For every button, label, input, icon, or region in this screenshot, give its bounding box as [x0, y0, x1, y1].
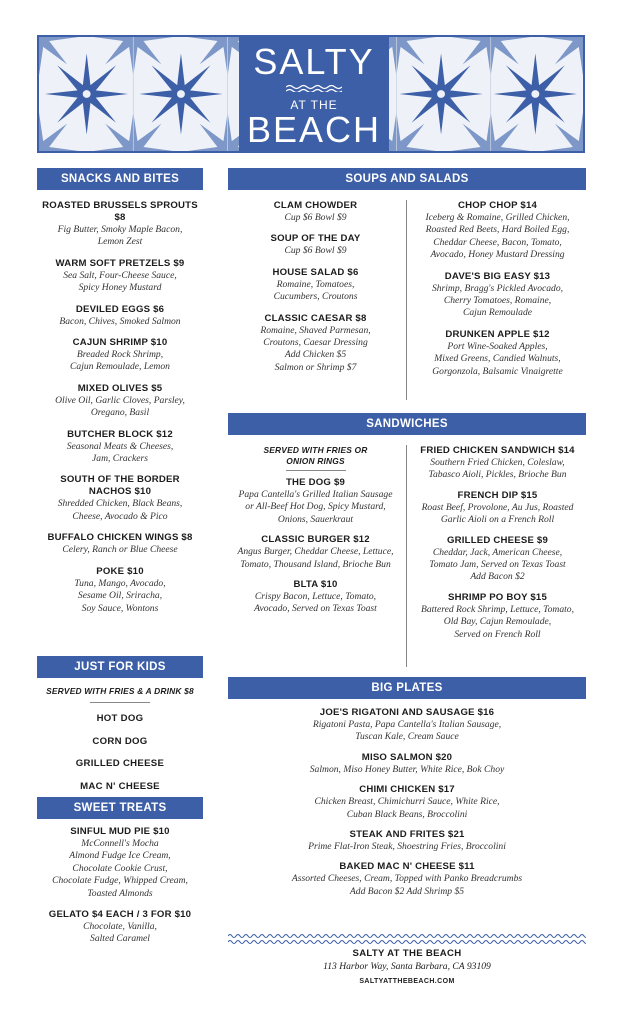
menu-item-description: Bacon, Chives, Smoked Salmon — [59, 315, 181, 327]
logo-line-1: SALTY — [253, 41, 375, 82]
menu-item-description: Sesame Oil, Sriracha, — [77, 590, 163, 602]
menu-item-name: WARM SOFT PRETZELS $9 — [55, 257, 185, 269]
menu-item-description: Served on French Roll — [454, 628, 541, 640]
menu-item-description: Cherry Tomatoes, Romaine, — [443, 295, 552, 307]
menu-item-name-cont: NACHOS $10 — [88, 486, 152, 498]
logo-line-3: BEACH — [246, 109, 382, 150]
menu-item-description: Cheese, Avocado & Pico — [72, 510, 168, 522]
column-divider — [406, 200, 407, 400]
menu-item-description: Shredded Chicken, Black Beans, — [57, 498, 183, 510]
menu-item-description: Cup $6 Bowl $9 — [284, 245, 347, 257]
menu-item-name: FRENCH DIP $15 — [457, 489, 538, 501]
footer-address: 113 Harbor Way, Santa Barbara, CA 93109 — [323, 961, 491, 972]
menu-item-name: BAKED MAC N' CHEESE $11 — [339, 861, 475, 873]
menu-item-name: BUFFALO CHICKEN WINGS $8 — [47, 532, 193, 544]
menu-item-description: Jam, Crackers — [92, 453, 148, 465]
sandwiches-left-list — [228, 445, 403, 624]
menu-item — [409, 200, 586, 262]
menu-item-description: Breaded Rock Shrimp, — [76, 349, 164, 361]
menu-item-description: Port Wine-Soaked Apples, — [447, 340, 548, 352]
menu-item — [228, 200, 403, 224]
sandwiches-note-2: ONION RINGS — [286, 456, 345, 466]
menu-item-description: Cucumbers, Croutons — [273, 291, 358, 303]
kids-list — [37, 686, 203, 803]
menu-item — [37, 566, 203, 615]
menu-item-description: Tabasco Aioli, Pickles, Brioche Bun — [428, 469, 567, 481]
menu-item — [228, 861, 586, 898]
footer — [228, 948, 586, 985]
menu-item-name: ROASTED BRUSSELS SPROUTS $8 — [42, 200, 198, 223]
menu-item — [228, 707, 586, 744]
menu-item-description: Salmon, Miso Honey Butter, White Rice, Bok Choy — [309, 763, 505, 775]
menu-item-description: Chicken Breast, Chimichurri Sauce, White Rice, — [314, 796, 500, 808]
menu-item-name: GELATO $4 EACH / 3 FOR $10 — [48, 909, 192, 921]
menu-item-description: Salted Caramel — [90, 933, 150, 945]
menu-item-description: Romaine, Tomatoes, — [276, 278, 355, 290]
sandwiches-note-1: SERVED WITH FRIES OR — [263, 445, 368, 455]
menu-item-name: MIXED OLIVES $5 — [77, 382, 163, 394]
logo — [239, 37, 389, 151]
menu-item-name: POKE $10 — [96, 565, 144, 577]
menu-item-description: Avocado, Honey Mustard Dressing — [430, 249, 565, 261]
menu-item — [37, 258, 203, 295]
logo-line-2: AT THE — [290, 98, 338, 112]
kids-item: MAC N' CHEESE — [80, 780, 160, 792]
menu-item — [228, 267, 403, 304]
menu-item-description: Cheddar Cheese, Bacon, Tomato, — [433, 236, 562, 248]
menu-item-description: Add Bacon $2 Add Shrimp $5 — [349, 885, 465, 897]
soups-left-list — [228, 200, 403, 383]
menu-item-description: Tuna, Mango, Avocado, — [74, 577, 166, 589]
menu-item — [409, 592, 586, 641]
menu-item-description: Toasted Almonds — [87, 887, 153, 899]
menu-item-description: Chocolate, Vanilla, — [83, 921, 157, 933]
section-header-kids: JUST FOR KIDS — [37, 656, 203, 678]
menu-item-description: Celery, Ranch or Blue Cheese — [62, 544, 178, 556]
menu-item — [409, 490, 586, 527]
menu-item-description: Tomato Jam, Served on Texas Toast — [429, 559, 566, 571]
menu-item — [37, 383, 203, 420]
footer-name: SALTY AT THE BEACH — [352, 948, 462, 959]
menu-item-description: Gorgonzola, Balsamic Vinaigrette — [432, 365, 563, 377]
menu-item-description: Soy Sauce, Wontons — [81, 602, 159, 614]
section-header-snacks: SNACKS AND BITES — [37, 168, 203, 190]
column-divider — [406, 445, 407, 667]
footer-website[interactable]: SALTYATTHEBEACH.COM — [359, 978, 455, 985]
menu-item-description: or All-Beef Hot Dog, Spicy Mustard, — [245, 501, 386, 513]
menu-item — [37, 429, 203, 466]
menu-item — [37, 337, 203, 374]
section-header-sandwiches: SANDWICHES — [228, 413, 586, 435]
menu-item-description: Sea Salt, Four-Cheese Sauce, — [63, 269, 177, 281]
menu-item-description: Garlic Aioli on a French Roll — [440, 514, 555, 526]
menu-item-description: Chocolate Fudge, Whipped Cream, — [52, 875, 188, 887]
menu-item — [37, 304, 203, 328]
menu-item-description: Croutons, Caesar Dressing — [263, 337, 368, 349]
wave-divider-icon — [228, 933, 586, 945]
menu-item-name: BLTA $10 — [293, 579, 338, 591]
menu-item-name: SOUP OF THE DAY — [270, 233, 361, 245]
menu-item — [228, 579, 403, 616]
kids-note: SERVED WITH FRIES & A DRINK $8 — [46, 686, 194, 696]
menu-item-description: Seasonal Meats & Cheeses, — [66, 440, 174, 452]
menu-item-description: Assorted Cheeses, Cream, Topped with Panko Breadcrumbs — [291, 873, 523, 885]
soups-right-list — [409, 200, 586, 387]
menu-item-description: Crispy Bacon, Lettuce, Tomato, — [254, 591, 377, 603]
menu-item — [37, 200, 203, 249]
menu-item — [37, 474, 203, 523]
menu-item-name: CLAM CHOWDER — [273, 200, 358, 211]
section-header-soups: SOUPS AND SALADS — [228, 168, 586, 190]
menu-item-name: SOUTH OF THE BORDER — [60, 474, 180, 486]
menu-item — [409, 271, 586, 320]
menu-item-name: JOE'S RIGATONI AND SAUSAGE $16 — [319, 707, 495, 718]
menu-item-name: DAVE'S BIG EASY $13 — [444, 270, 551, 282]
menu-item-name: STEAK AND FRITES $21 — [349, 829, 465, 841]
menu-item — [228, 829, 586, 853]
menu-item-description: Lemon Zest — [97, 236, 143, 248]
menu-item — [37, 826, 203, 900]
menu-item-description: Cuban Black Beans, Broccolini — [346, 808, 468, 820]
menu-item-name: CHIMI CHICKEN $17 — [359, 784, 455, 796]
menu-item-name: CLASSIC CAESAR $8 — [264, 312, 367, 324]
menu-item-name: CHOP CHOP $14 — [457, 200, 538, 211]
menu-item-description: Tomato, Thousand Island, Brioche Bun — [240, 558, 391, 570]
sandwiches-right-list — [409, 445, 586, 649]
kids-item: CORN DOG — [92, 735, 148, 747]
menu-item — [37, 909, 203, 946]
menu-item-description: Cup $6 Bowl $9 — [284, 212, 347, 223]
menu-item — [37, 532, 203, 556]
menu-item-description: Cajun Remoulade, Lemon — [70, 361, 170, 373]
menu-item-description: Chocolate Cookie Crust, — [72, 862, 168, 874]
big-plates-list — [228, 707, 586, 906]
menu-item-description: Spicy Honey Mustard — [78, 282, 162, 294]
menu-item-description: Angus Burger, Cheddar Cheese, Lettuce, — [237, 546, 394, 558]
menu-item-description: Battered Rock Shrimp, Lettuce, Tomato, — [420, 603, 575, 615]
divider — [286, 470, 346, 471]
menu-item-description: Oregano, Basil — [90, 407, 150, 419]
wave-icon — [286, 84, 342, 92]
snacks-list — [37, 200, 203, 624]
menu-item — [228, 534, 403, 571]
menu-item — [409, 445, 586, 482]
menu-item-description: Roasted Red Beets, Hard Boiled Egg, — [425, 224, 570, 236]
menu-item-name: GRILLED CHEESE $9 — [447, 534, 548, 546]
menu-item-name: CLASSIC BURGER $12 — [261, 534, 370, 546]
menu-item-description: Mixed Greens, Candied Walnuts, — [434, 353, 561, 365]
menu-item-name: BUTCHER BLOCK $12 — [67, 428, 173, 440]
menu-item-name: SHRIMP PO BOY $15 — [447, 591, 548, 603]
menu-item-name: MISO SALMON $20 — [361, 751, 453, 763]
menu-item-description: Avocado, Served on Texas Toast — [254, 603, 377, 615]
menu-item-description: Roast Beef, Provolone, Au Jus, Roasted — [421, 501, 574, 513]
menu-item-name: DRUNKEN APPLE $12 — [445, 328, 550, 340]
menu-item-description: Old Bay, Cajun Remoulade, — [443, 616, 552, 628]
menu-item-name: CAJUN SHRIMP $10 — [72, 337, 168, 349]
menu-item — [409, 329, 586, 378]
menu-item — [228, 477, 403, 526]
sweets-list — [37, 826, 203, 955]
menu-item-description: Cheddar, Jack, American Cheese, — [432, 546, 563, 558]
menu-item-description: Romaine, Shaved Parmesan, — [260, 324, 371, 336]
menu-item — [228, 752, 586, 776]
menu-item — [409, 535, 586, 584]
menu-item — [228, 313, 403, 375]
menu-item-name: HOUSE SALAD $6 — [272, 266, 359, 278]
menu-item-description: Onions, Sauerkraut — [277, 513, 354, 525]
menu-item-description: Prime Flat-Iron Steak, Shoestring Fries, Broccolini — [308, 841, 506, 853]
menu-item-description: Cajun Remoulade — [462, 307, 532, 319]
menu-item-name: FRIED CHICKEN SANDWICH $14 — [420, 445, 575, 456]
section-header-sweets: SWEET TREATS — [37, 797, 203, 819]
menu-item-description: Add Chicken $5 — [284, 349, 347, 361]
menu-item-description: Iceberg & Romaine, Grilled Chicken, — [425, 212, 570, 223]
section-header-big-plates: BIG PLATES — [228, 677, 586, 699]
menu-item-description: Almond Fudge Ice Cream, — [69, 850, 171, 862]
header-banner — [37, 35, 585, 153]
divider — [90, 702, 150, 703]
menu-item-description: Shrimp, Bragg's Pickled Avocado, — [431, 282, 564, 294]
menu-item — [228, 233, 403, 257]
menu-item-description: Rigatoni Pasta, Papa Cantella's Italian Sausage, — [312, 719, 502, 730]
menu-item-name: THE DOG $9 — [285, 477, 346, 488]
menu-item-description: Olive Oil, Garlic Cloves, Parsley, — [55, 394, 185, 406]
menu-item-description: Southern Fried Chicken, Coleslaw, — [430, 457, 565, 468]
kids-item: GRILLED CHEESE — [75, 758, 165, 769]
menu-item-name: SINFUL MUD PIE $10 — [70, 826, 170, 837]
menu-item-description: Tuscan Kale, Cream Sauce — [355, 731, 459, 743]
menu-item — [228, 784, 586, 821]
menu-item-description: Fig Butter, Smoky Maple Bacon, — [57, 224, 183, 235]
kids-item: HOT DOG — [96, 713, 144, 724]
menu-item-description: Salmon or Shrimp $7 — [274, 361, 357, 373]
menu-item-description: Add Bacon $2 — [470, 571, 525, 583]
menu-item-description: Papa Cantella's Grilled Italian Sausage — [238, 489, 393, 500]
menu-item-description: McConnell's Mocha — [81, 838, 159, 849]
menu-item-name: DEVILED EGGS $6 — [75, 303, 165, 315]
